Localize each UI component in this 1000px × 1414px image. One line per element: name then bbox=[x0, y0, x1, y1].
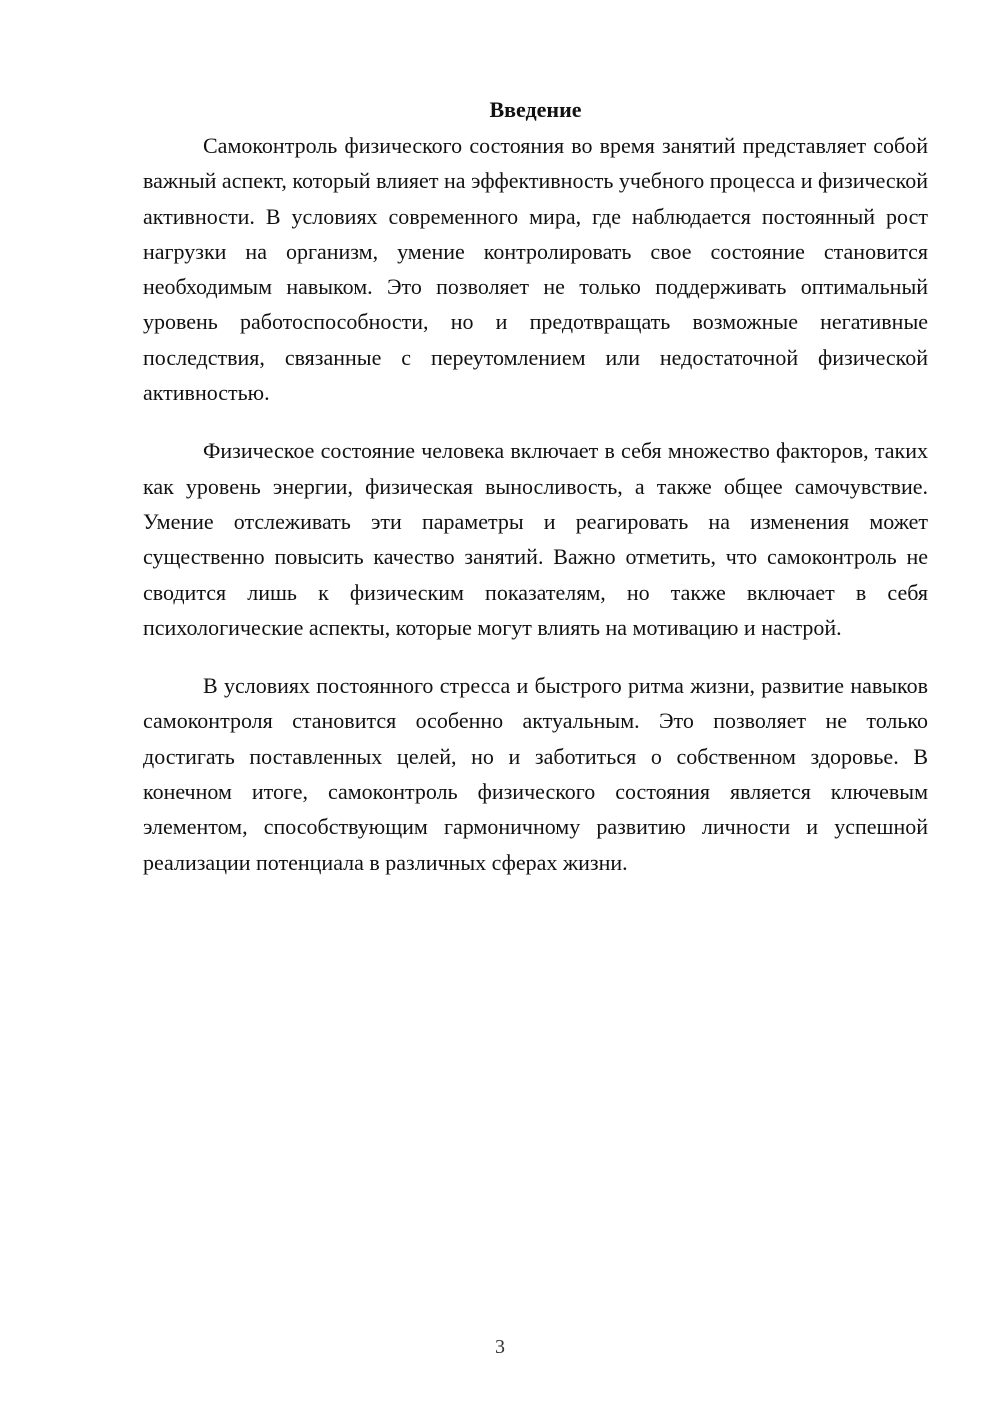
page-content bbox=[143, 94, 928, 903]
paragraph-3: В условиях постоянного стресса и быстрого ритма жизни, развитие навыков самоконтроля становится особенно актуальным. Это позволяет не только достигать поставленных целей, но и заботиться о собственном здоровье. В конечном итоге, самоконтроль физического состояния является ключевым элементом, способствующим гармоничному развитию личности и успешной реализации потенциала в различных сферах жизни. bbox=[143, 673, 928, 875]
page-number: 3 bbox=[495, 1336, 505, 1358]
section-title: Введение bbox=[489, 97, 582, 122]
paragraph-2: Физическое состояние человека включает в себя множество факторов, таких как уровень энергии, физическая выносливость, а также общее самочувствие. Умение отслеживать эти параметры и реагировать на изменения может существенно повысить качество занятий. Важно отметить, что самоконтроль не сводится лишь к физическим показателям, но также включает в себя психологические аспекты, которые могут влиять на мотивацию и настрой. bbox=[143, 438, 928, 640]
paragraph-1: Самоконтроль физического состояния во время занятий представляет собой важный аспект, который влияет на эффективность учебного процесса и физической активности. В условиях современного мира, где наблюдается постоянный рост нагрузки на организм, умение контролировать свое состояние становится необходимым навыком. Это позволяет не только поддерживать оптимальный уровень работоспособности, но и предотвращать возможные негативные последствия, связанные с переутомлением или недостаточной физической активностью. bbox=[143, 133, 928, 406]
